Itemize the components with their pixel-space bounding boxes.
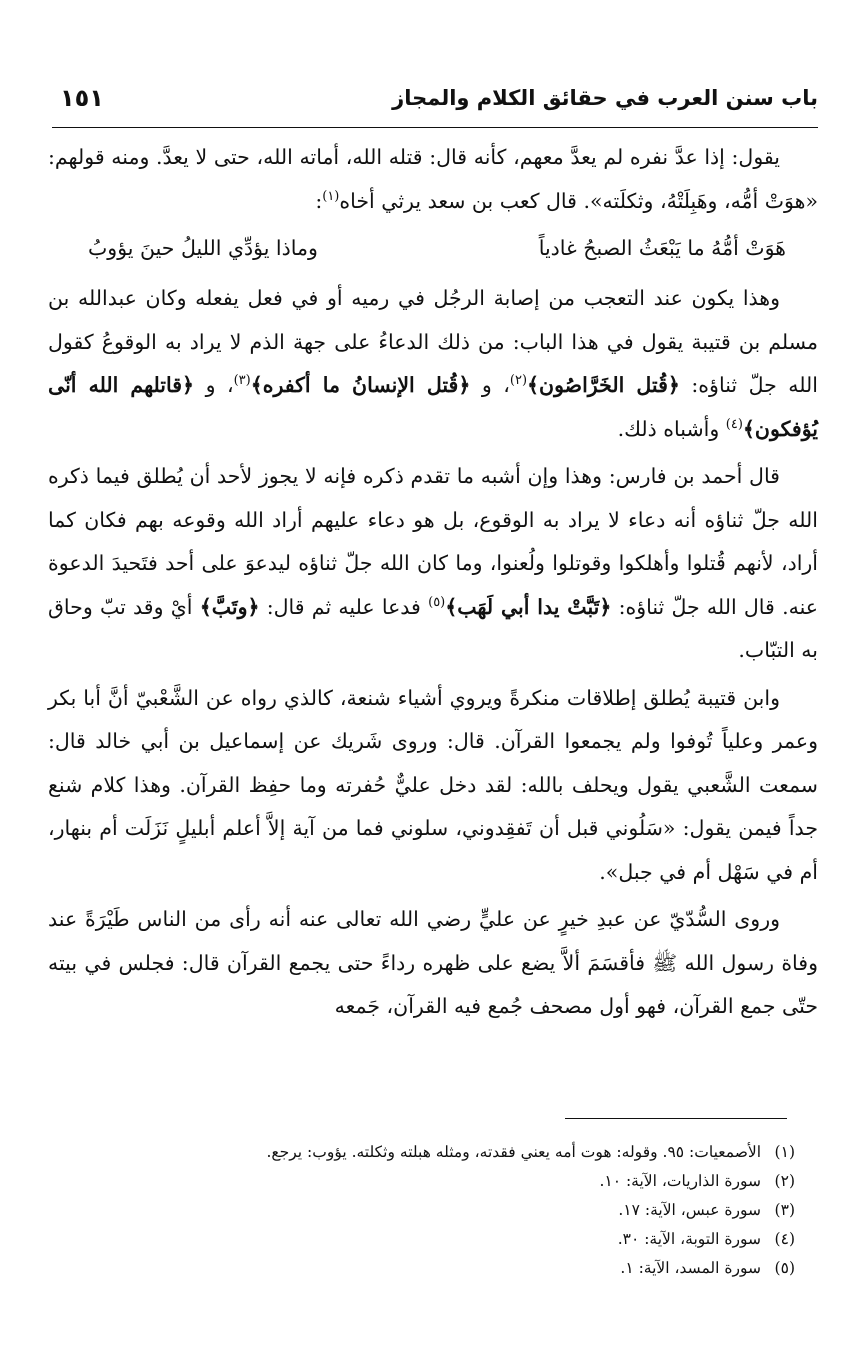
paragraph-1: يقول: إذا عدَّ نفره لم يعدَّ معهم، كأنه قال: قتله الله، أماته الله، حتى لا يعدَّ. ومنه قولهم: «هوَتْ أمُّه، وهَبِلَتْهُ، وثكلَته». قال كعب بن سعد يرثي أخاه$^{(١)}$: [48,145,818,213]
paragraph-4: وابن قتيبة يُطلق إطلاقات منكرةً ويروي أشياء شنعة، كالذي رواه عن الشَّعْبيّ أنَّ أبا بكر وعمر وعلياً تُوفوا ولم يجمعوا القرآن. قال: وروى شَريك عن إسماعيل بن أبي خالد قال: سمعت الشَّعبي يقول ويحلف بالله: لقد دخل عليٌّ حُفرته وما حفِظ القرآن. وهذا كلام شنع جداً فيمن يقول: «سَلُوني قبل أن تَفقِدوني، سلوني فما من آية إلاَّ أعلم أبليلٍ نَزَلَت أم بنهار، أم في سَهْل أم في جبل». [48,685,818,884]
footnote-ref-2[interactable]: (٢) [509,373,528,389]
footnote-number: (٥) [774,1259,795,1277]
paragraph-5: وروى السُّدّيّ عن عبدِ خيرٍ عن عليٍّ رضي الله تعالى عنه أنه رأى من الناس طَيْرَةً عند وفاة رسول الله ﷺ فأقسَمَ ألاَّ يضع على ظهره رداءً حتى يجمع القرآن قال: فجلس في بيته حتّى جمع القرآن، فهو أول مصحف جُمع فيه القرآن، جَمعه [48,907,818,1018]
page-number: ١٥١ [60,84,104,112]
paragraph-2: وهذا يكون عند التعجب من إصابة الرجُل في رميه أو في فعل يفعله وكان عبدالله بن مسلم بن قتيبة يقول في هذا الباب: من ذلك الدعاءُ على جهة الذم لا يراد به الوقوعُ كقول الله جلّ ثناؤه: ﴿قُتل الخَرَّاصُون﴾$^{(٢)}$، و ﴿قُتل الإنسانُ ما أكفره﴾$^{(٣)}$، و ﴿قاتلهم الله أنّى يُؤفكون﴾$^{(٤)}$ وأشباه ذلك. [48,286,818,441]
footnote-2 [55,1167,795,1196]
quran-quote: ﴿قاتلهم الله أنّى يُؤفكون﴾ [48,373,818,441]
footnote-number: (١) [774,1143,795,1161]
footnotes [55,1138,795,1283]
footnote-number: (٣) [774,1201,795,1219]
poetry-verse [48,225,818,271]
paragraph-3: قال أحمد بن فارس: وهذا وإن أشبه ما تقدم ذكره فإنه لا يجوز لأحد أن يُطلق فيما ذكره الله جلّ ثناؤه أنه دعاء لا يراد به الوقوع، بل هو دعاء عليهم أراد الله وقوعه بهم فكان كما أراد، لأنهم قُتلوا وأهلكوا وقوتلوا ولُعنوا، وما كان الله جلّ ثناؤه ليدعوَ على أحد فتَحيدَ الدعوة عنه. قال الله جلّ ثناؤه: ﴿تَبَّتْ يدا أبي لَهَب﴾$^{(٥)}$ فدعا عليه ثم قال: ﴿وتَبَّ﴾ أيْ وقد تبّ وحاق به التبّاب. [48,464,818,662]
footnote-text: سورة المسد، الآية: ١. [620,1259,761,1277]
footnote-ref-5[interactable]: (٥) [428,594,446,610]
footnote-3 [55,1196,795,1225]
footnote-4 [55,1225,795,1254]
chapter-title: باب سنن العرب في حقائق الكلام والمجاز [392,86,818,110]
footnote-number: (٤) [774,1230,795,1248]
footnote-1 [55,1138,795,1167]
quran-quote: ﴿وتَبَّ﴾ [199,594,260,619]
footnote-text: الأصمعيات: ٩٥. وقوله: هوت أمه يعني فقدته، ومثله هبلته وثكلته. يؤوب: يرجع. [266,1143,761,1161]
footnote-ref-1[interactable]: (١) [322,188,340,204]
quran-quote: ﴿قُتل الإنسانُ ما أكفره﴾ [250,373,471,397]
footnote-text: سورة الذاريات، الآية: ١٠. [599,1172,761,1190]
verse-second-hemistich: وماذا يؤدِّي الليلُ حينَ يؤوبُ [88,236,318,260]
footnote-separator [565,1118,787,1119]
quran-quote: ﴿تَبَّتْ يدا أبي لَهَب﴾ [445,594,612,619]
footnote-number: (٢) [774,1172,795,1190]
footnote-text: سورة التوبة، الآية: ٣٠. [617,1230,761,1248]
footnote-ref-4[interactable]: (٤) [725,416,743,432]
footnote-ref-3[interactable]: (٣) [233,373,251,389]
verse-first-hemistich: هَوَتْ أمُّهُ ما يَبْعَثُ الصبحُ غادياً [538,236,786,260]
header-rule [52,127,818,128]
quran-quote: ﴿قُتل الخَرَّاصُون﴾ [527,373,680,397]
footnote-5 [55,1254,795,1283]
running-header [52,84,818,128]
footnote-text: سورة عبس، الآية: ١٧. [618,1201,761,1219]
main-text [48,136,818,1029]
